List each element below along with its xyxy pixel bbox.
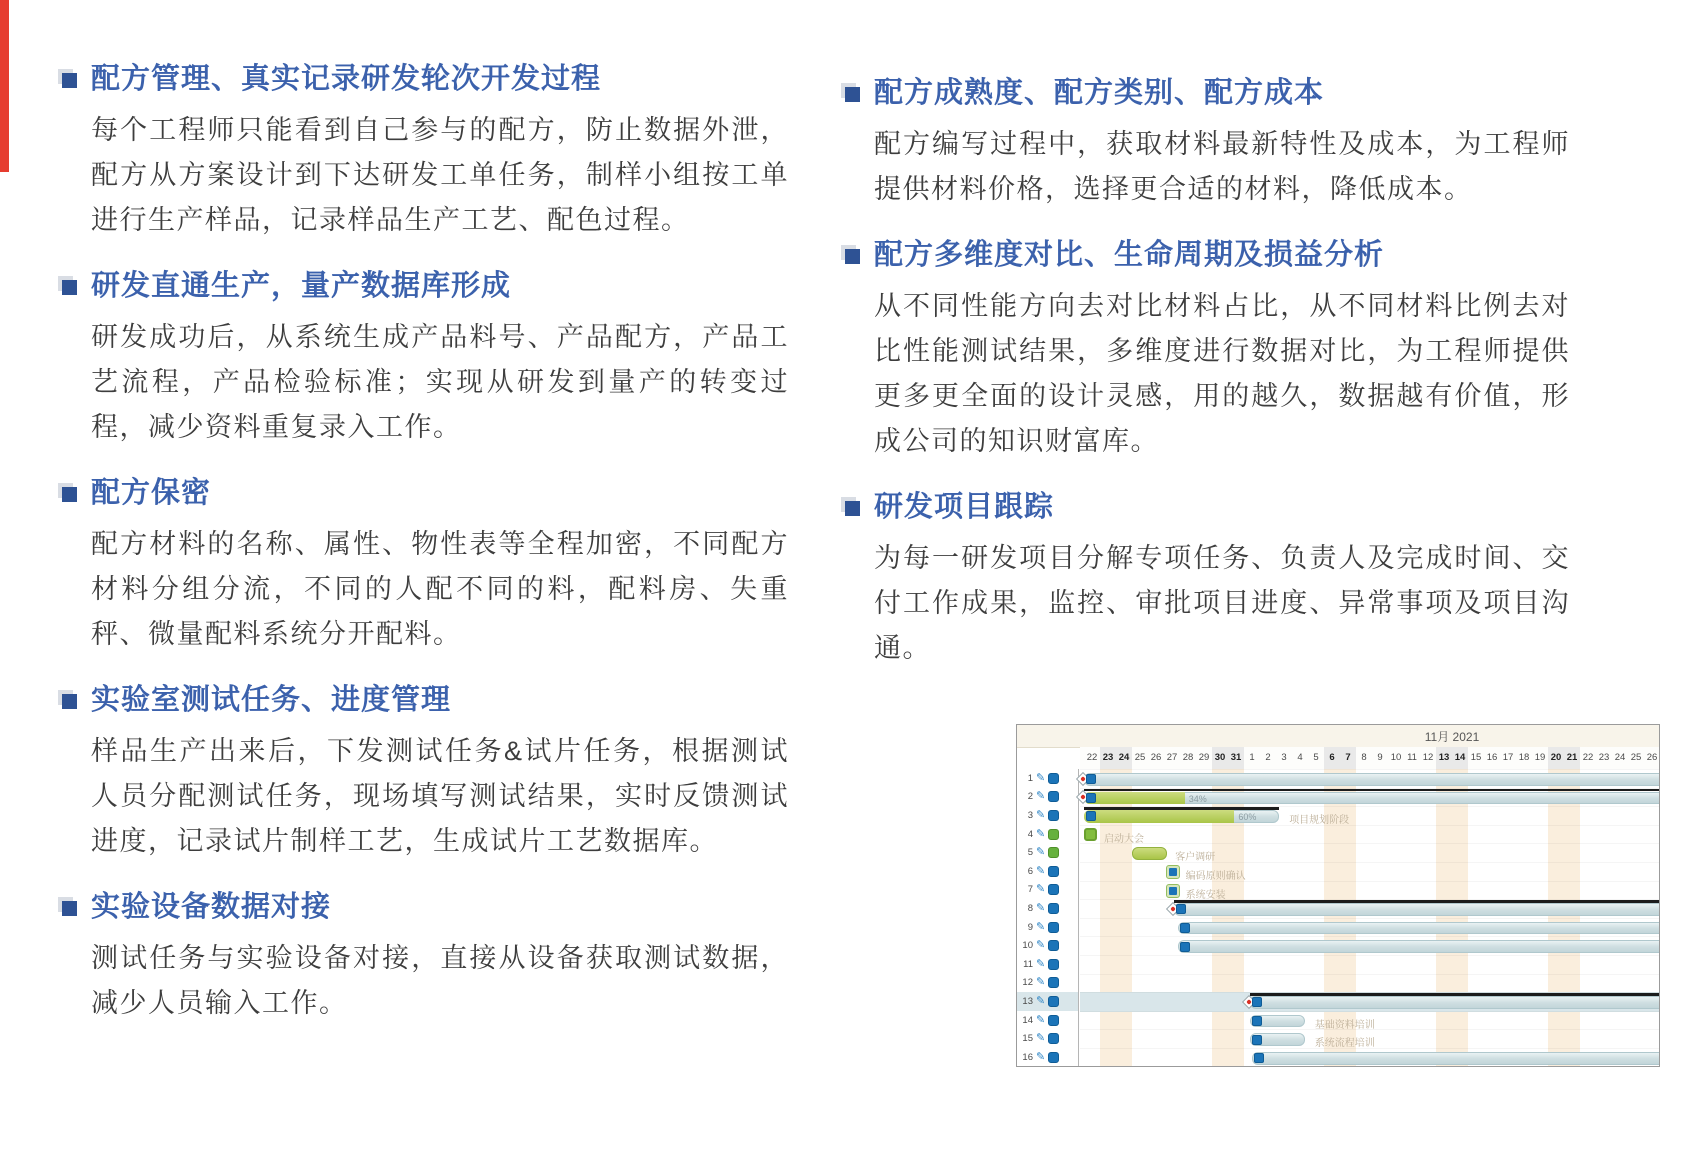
task-type-icon — [1048, 791, 1059, 802]
task-start-square-icon — [1252, 997, 1262, 1007]
gantt-day-label: 22 — [1086, 752, 1098, 763]
gantt-row-number: 5 — [1027, 847, 1033, 859]
gantt-bar-teal — [1250, 996, 1660, 1009]
task-type-icon — [1048, 1033, 1059, 1044]
gantt-task-row — [1017, 1011, 1078, 1030]
gantt-day-label: 6 — [1324, 747, 1340, 769]
task-start-square-icon — [1252, 1016, 1262, 1026]
task-type-icon — [1048, 1052, 1059, 1063]
right-column — [845, 76, 1572, 671]
edit-pencil-icon: ✎ — [1036, 957, 1046, 970]
task-type-icon — [1048, 829, 1059, 840]
left-column — [62, 62, 790, 1026]
section-body: 每个工程师只能看到自己参与的配方，防止数据外泄，配方从方案设计到下达研发工单任务，制样小组按工单进行生产样品，记录样品生产工艺、配色过程。 — [91, 115, 789, 235]
task-start-square-icon — [1252, 1035, 1262, 1045]
gantt-task-row — [1017, 955, 1078, 974]
bullet-square-icon — [845, 501, 860, 516]
gantt-day-label: 21 — [1564, 747, 1580, 769]
bullet-square-icon — [845, 87, 860, 102]
edit-pencil-icon: ✎ — [1036, 790, 1046, 803]
section-heading: 配方管理、真实记录研发轮次开发过程 — [91, 63, 602, 95]
gantt-bar-teal — [1252, 1052, 1660, 1065]
gantt-day-label: 2 — [1265, 752, 1271, 763]
section-body: 配方材料的名称、属性、物性表等全程加密，不同配方材料分组分流，不同的人配不同的料，配料房、失重秤、微量配料系统分开配料。 — [91, 529, 789, 649]
gantt-day-header — [1080, 747, 1659, 770]
section-heading: 配方保密 — [91, 477, 212, 509]
gantt-row — [1080, 806, 1659, 826]
gantt-row — [1080, 769, 1659, 789]
task-start-square-icon — [1254, 1053, 1264, 1063]
section-equipment-data — [62, 890, 790, 1026]
task-start-square-icon — [1180, 942, 1190, 952]
bullet-square-icon — [62, 901, 77, 916]
gantt-day-label: 25 — [1630, 752, 1642, 763]
section-body: 为每一研发项目分解专项任务、负责人及完成时间、交付工作成果，监控、审批项目进度、异常事项及项目沟通。 — [874, 543, 1570, 663]
gantt-day-label: 4 — [1297, 752, 1303, 763]
gantt-day-label: 22 — [1582, 752, 1594, 763]
gantt-day-label: 9 — [1377, 752, 1383, 763]
section-heading: 配方多维度对比、生命周期及损益分析 — [874, 239, 1385, 271]
gantt-month-band — [1017, 725, 1659, 748]
section-heading: 研发直通生产，量产数据库形成 — [91, 270, 512, 302]
task-start-square-icon — [1176, 904, 1186, 914]
edit-pencil-icon: ✎ — [1036, 846, 1046, 859]
gantt-task-row — [1017, 974, 1078, 993]
gantt-day-label: 23 — [1598, 752, 1610, 763]
gantt-row-number: 9 — [1027, 921, 1033, 933]
section-heading: 实验室测试任务、进度管理 — [91, 684, 452, 716]
gantt-task-row — [1017, 1048, 1078, 1067]
bullet-square-icon — [62, 487, 77, 502]
gantt-task-label: 客户调研 — [1175, 852, 1216, 864]
edit-pencil-icon: ✎ — [1036, 1032, 1046, 1045]
task-type-icon — [1048, 884, 1059, 895]
gantt-day-label: 12 — [1422, 752, 1434, 763]
red-accent-bar — [0, 0, 9, 172]
gantt-day-label: 10 — [1390, 752, 1402, 763]
task-type-icon — [1048, 959, 1059, 970]
task-type-icon — [1048, 940, 1059, 951]
gantt-task-label: 启动大会 — [1104, 833, 1144, 845]
gantt-row-number: 13 — [1022, 995, 1033, 1007]
gantt-day-label: 26 — [1150, 752, 1162, 763]
gantt-row-number: 15 — [1022, 1033, 1033, 1045]
gantt-task-row — [1017, 843, 1078, 862]
gantt-day-label: 11 — [1407, 752, 1417, 763]
gantt-task-row — [1017, 899, 1078, 918]
gantt-row — [1080, 1029, 1659, 1049]
milestone-blue-icon — [1166, 865, 1180, 879]
gantt-row — [1080, 1011, 1659, 1031]
edit-pencil-icon: ✎ — [1036, 864, 1046, 877]
gantt-row — [1080, 1048, 1659, 1067]
gantt-row-number: 3 — [1027, 809, 1033, 821]
gantt-row-number: 1 — [1027, 772, 1033, 784]
gantt-month-label: 11月 2021 — [1424, 730, 1480, 744]
gantt-bar-teal — [1178, 922, 1660, 935]
gantt-row — [1080, 918, 1659, 938]
gantt-task-row — [1017, 1029, 1078, 1048]
gantt-day-label: 7 — [1340, 747, 1356, 769]
gantt-row — [1080, 788, 1659, 808]
edit-pencil-icon: ✎ — [1036, 901, 1046, 914]
gantt-row — [1080, 862, 1659, 882]
gantt-task-label: 系统流程培训 — [1314, 1038, 1375, 1050]
edit-pencil-icon: ✎ — [1036, 771, 1046, 784]
section-heading: 实验设备数据对接 — [91, 891, 332, 923]
gantt-day-label: 3 — [1281, 752, 1287, 763]
bullet-square-icon — [845, 249, 860, 264]
section-body: 配方编写过程中，获取材料最新特性及成本，为工程师提供材料价格，选择更合适的材料，降低成本。 — [874, 129, 1570, 204]
section-rd-to-production — [62, 269, 790, 450]
task-type-icon — [1048, 847, 1059, 858]
task-type-icon — [1048, 866, 1059, 877]
section-body: 样品生产出来后，下发测试任务&试片任务，根据测试人员分配测试任务，现场填写测试结果，实时反馈测试进度，记录试片制样工艺，生成试片工艺数据库。 — [91, 736, 789, 856]
edit-pencil-icon: ✎ — [1036, 1013, 1046, 1026]
task-start-square-icon — [1086, 811, 1096, 821]
gantt-row — [1080, 974, 1659, 994]
task-start-square-icon — [1086, 774, 1096, 784]
gantt-day-label: 14 — [1452, 747, 1468, 769]
gantt-task-row — [1017, 825, 1078, 844]
gantt-bar-teal — [1174, 903, 1660, 916]
gantt-task-row — [1017, 881, 1078, 900]
task-type-icon — [1048, 922, 1059, 933]
gantt-bar-teal — [1178, 940, 1660, 953]
gantt-task-row — [1017, 992, 1078, 1011]
gantt-row — [1080, 899, 1659, 919]
task-type-icon — [1048, 1015, 1059, 1026]
section-body: 研发成功后，从系统生成产品料号、产品配方，产品工艺流程，产品检验标准；实现从研发到量产的转变过程，减少资料重复录入工作。 — [91, 322, 789, 442]
milestone-blue-icon — [1166, 884, 1180, 898]
edit-pencil-icon: ✎ — [1036, 883, 1046, 896]
gantt-bar-teal — [1084, 773, 1660, 786]
gantt-day-label: 20 — [1548, 747, 1564, 769]
section-heading: 研发项目跟踪 — [874, 491, 1055, 523]
task-start-square-icon — [1086, 793, 1096, 803]
section-body: 从不同性能方向去对比材料占比，从不同材料比例去对比性能测试结果，多维度进行数据对比，为工程师提供更多更全面的设计灵感，用的越久，数据越有价值，形成公司的知识财富库。 — [874, 291, 1570, 456]
gantt-day-label: 16 — [1486, 752, 1498, 763]
gantt-task-row — [1017, 806, 1078, 825]
section-multidim-compare — [845, 238, 1572, 464]
section-formula-secrecy — [62, 476, 790, 657]
edit-pencil-icon: ✎ — [1036, 827, 1046, 840]
gantt-task-row — [1017, 936, 1078, 955]
section-formula-maturity — [845, 76, 1572, 212]
section-heading: 配方成熟度、配方类别、配方成本 — [874, 77, 1325, 109]
edit-pencil-icon: ✎ — [1036, 1050, 1046, 1063]
gantt-task-label: 编码原则确认 — [1185, 871, 1246, 882]
gantt-day-label: 17 — [1502, 752, 1514, 763]
edit-pencil-icon: ✎ — [1036, 808, 1046, 821]
milestone-green-icon — [1084, 828, 1097, 841]
gantt-row-number: 4 — [1027, 828, 1033, 840]
edit-pencil-icon: ✎ — [1036, 994, 1046, 1007]
gantt-task-row — [1017, 862, 1078, 881]
gantt-task-row — [1017, 918, 1078, 937]
task-type-icon — [1048, 810, 1059, 821]
gantt-row-number: 10 — [1022, 940, 1033, 952]
gantt-day-label: 27 — [1166, 752, 1178, 763]
gantt-day-label: 23 — [1100, 747, 1116, 769]
gantt-row-number: 11 — [1023, 958, 1033, 970]
gantt-task-row — [1017, 788, 1078, 807]
edit-pencil-icon: ✎ — [1036, 920, 1046, 933]
gantt-row — [1080, 881, 1659, 901]
gantt-row-number: 16 — [1022, 1051, 1033, 1063]
baseline-bar — [1084, 789, 1660, 792]
section-formula-management — [62, 62, 790, 243]
gantt-row-number: 7 — [1027, 884, 1033, 896]
section-project-tracking — [845, 490, 1572, 671]
gantt-row-number: 12 — [1022, 977, 1033, 989]
task-type-icon — [1048, 977, 1059, 988]
progress-percent-label: 34% — [1188, 793, 1207, 804]
edit-pencil-icon: ✎ — [1036, 976, 1046, 989]
section-lab-test-tasks — [62, 683, 790, 864]
gantt-day-label: 29 — [1198, 752, 1210, 763]
task-start-square-icon — [1180, 923, 1190, 933]
gantt-bar-progress — [1084, 810, 1234, 823]
gantt-day-label: 28 — [1182, 752, 1194, 763]
gantt-timeline — [1080, 769, 1659, 1066]
gantt-day-label: 31 — [1228, 747, 1244, 769]
gantt-day-label: 8 — [1361, 752, 1367, 763]
gantt-day-label: 24 — [1614, 752, 1626, 763]
gantt-row-number: 6 — [1027, 865, 1033, 877]
gantt-row — [1080, 955, 1659, 975]
bullet-square-icon — [62, 694, 77, 709]
gantt-row — [1080, 992, 1659, 1012]
gantt-bar-progress — [1084, 792, 1185, 805]
gantt-bar-green — [1132, 847, 1167, 860]
gantt-day-label: 30 — [1212, 747, 1228, 769]
gantt-row-number: 2 — [1027, 791, 1033, 803]
gantt-task-label: 基础资料培训 — [1314, 1019, 1375, 1031]
task-type-icon — [1048, 773, 1059, 784]
gantt-day-label: 26 — [1646, 752, 1658, 763]
gantt-chart — [1016, 724, 1660, 1067]
gantt-day-label: 15 — [1470, 752, 1482, 763]
gantt-day-label: 18 — [1518, 752, 1530, 763]
gantt-day-label: 24 — [1116, 747, 1132, 769]
gantt-day-label: 1 — [1249, 752, 1255, 763]
gantt-task-label: 系统安装 — [1185, 889, 1226, 901]
gantt-day-label: 13 — [1436, 747, 1452, 769]
gantt-day-label: 25 — [1134, 752, 1146, 763]
gantt-row — [1080, 825, 1659, 845]
gantt-task-row — [1017, 769, 1078, 788]
task-type-icon — [1048, 903, 1059, 914]
bullet-square-icon — [62, 280, 77, 295]
gantt-row-number: 14 — [1022, 1014, 1033, 1026]
gantt-row — [1080, 843, 1659, 863]
gantt-task-label: 项目规划阶段 — [1289, 815, 1350, 827]
task-type-icon — [1048, 996, 1059, 1007]
progress-percent-label: 60% — [1238, 812, 1257, 823]
edit-pencil-icon: ✎ — [1036, 939, 1046, 952]
gantt-row — [1080, 936, 1659, 956]
gantt-task-list — [1017, 769, 1079, 1066]
section-body: 测试任务与实验设备对接，直接从设备获取测试数据，减少人员输入工作。 — [91, 943, 789, 1018]
gantt-day-label: 19 — [1534, 752, 1546, 763]
gantt-row-number: 8 — [1027, 902, 1033, 914]
bullet-square-icon — [62, 73, 77, 88]
gantt-day-label: 5 — [1313, 752, 1319, 763]
